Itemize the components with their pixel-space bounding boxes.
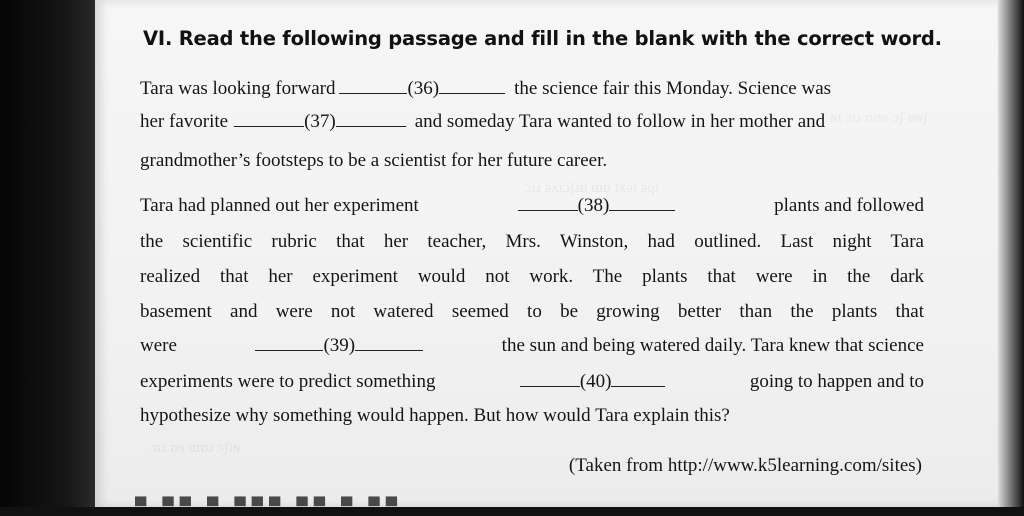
answer-blank-37-tail xyxy=(336,112,406,127)
passage-line: basement and were not watered seemed to be growing better than the plants that xyxy=(140,301,924,322)
passage-line: Tara was looking forward (36) the science fair this Monday. Science was xyxy=(140,78,832,99)
passage-line: realized that her experiment would not work. The plants that were in the dark xyxy=(140,266,924,287)
photo-dark-left-border xyxy=(0,0,95,507)
passage-line: her favorite (37) and someday Tara wanted to follow in her mother and xyxy=(140,111,826,132)
answer-blank-38-tail xyxy=(609,196,675,211)
worksheet-page xyxy=(95,0,998,515)
reverse-page-bleed: ɴɪ ɔɪɹ ɒıɴɪ ɔʃ ɒɴʃ xyxy=(830,110,929,126)
reverse-page-bleed: ɔɪɹ əʌɪɔʃɹɒ ɯɒ ʇxəʇ əɥʇ xyxy=(525,180,659,196)
passage-line: were (39) the sun and being watered daily. Tara knew that science xyxy=(140,335,924,356)
passage-line: hypothesize why something would happen. But how would Tara explain this? xyxy=(140,405,730,426)
answer-blank-36[interactable] xyxy=(339,79,407,94)
answer-blank-39[interactable] xyxy=(255,336,323,351)
blank-number-37: (37) xyxy=(304,111,336,132)
exercise-heading: VI. Read the following passage and fill in the blank with the correct word. xyxy=(143,27,942,50)
answer-blank-39-tail xyxy=(355,336,423,351)
blank-number-40: (40) xyxy=(579,371,612,392)
blank-number-38: (38) xyxy=(577,195,610,216)
answer-blank-36-tail xyxy=(439,79,505,94)
answer-blank-37[interactable] xyxy=(234,112,304,127)
answer-blank-38[interactable] xyxy=(518,196,578,211)
photo-dark-right-border xyxy=(998,0,1024,507)
source-citation: (Taken from http://www.k5learning.com/sites) xyxy=(568,455,922,476)
passage-line: the scientific rubric that her teacher, Mrs. Winston, had outlined. Last night Tara xyxy=(140,231,924,252)
reverse-page-bleed: ɔɪɹ ɒɴ ɯɒɹ ɔʃʇɴ xyxy=(150,440,241,456)
passage-line: Tara had planned out her experiment (38) plants and followed xyxy=(140,195,924,216)
blank-number-39: (39) xyxy=(323,335,356,356)
passage-line: grandmother’s footsteps to be a scientist for her future career. xyxy=(140,150,608,171)
answer-blank-40-tail xyxy=(611,372,665,387)
passage-line: experiments were to predict something (40) going to happen and to xyxy=(140,371,924,392)
cut-off-next-line: ▀ ▀▀ ▀ ▀▀▀ ▀▀ ▀ ▀▀ xyxy=(135,498,404,515)
answer-blank-40[interactable] xyxy=(520,372,580,387)
blank-number-36: (36) xyxy=(407,78,440,99)
